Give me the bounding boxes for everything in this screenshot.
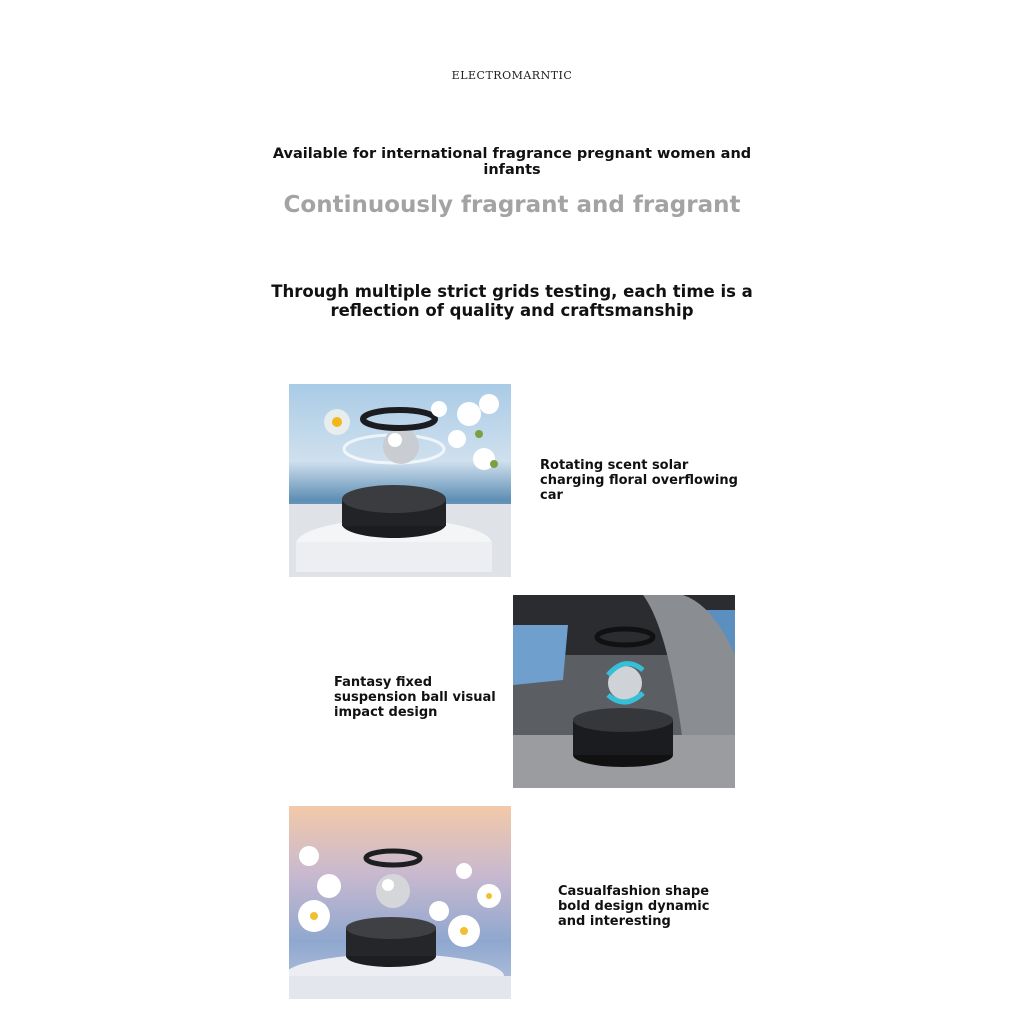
product-image-flowers-sea [289, 384, 511, 577]
brand-logo: ELECTROMARNTIC [451, 69, 573, 82]
product-image-daisies-sunset [289, 806, 511, 999]
feature-caption: Casualfashion shape bold design dynamic and interesting [558, 884, 710, 929]
headline: Continuously fragrant and fragrant [283, 192, 741, 218]
feature-caption: Rotating scent solar charging floral overflowing car [540, 458, 738, 503]
quality-statement: Through multiple strict grids testing, each time is a reflection of quality and craftsmanship [271, 282, 753, 320]
feature-caption: Fantasy fixed suspension ball visual impact design [334, 675, 496, 720]
product-image-car-interior [513, 595, 735, 788]
subtitle: Available for international fragrance pregnant women and infants [272, 146, 752, 178]
